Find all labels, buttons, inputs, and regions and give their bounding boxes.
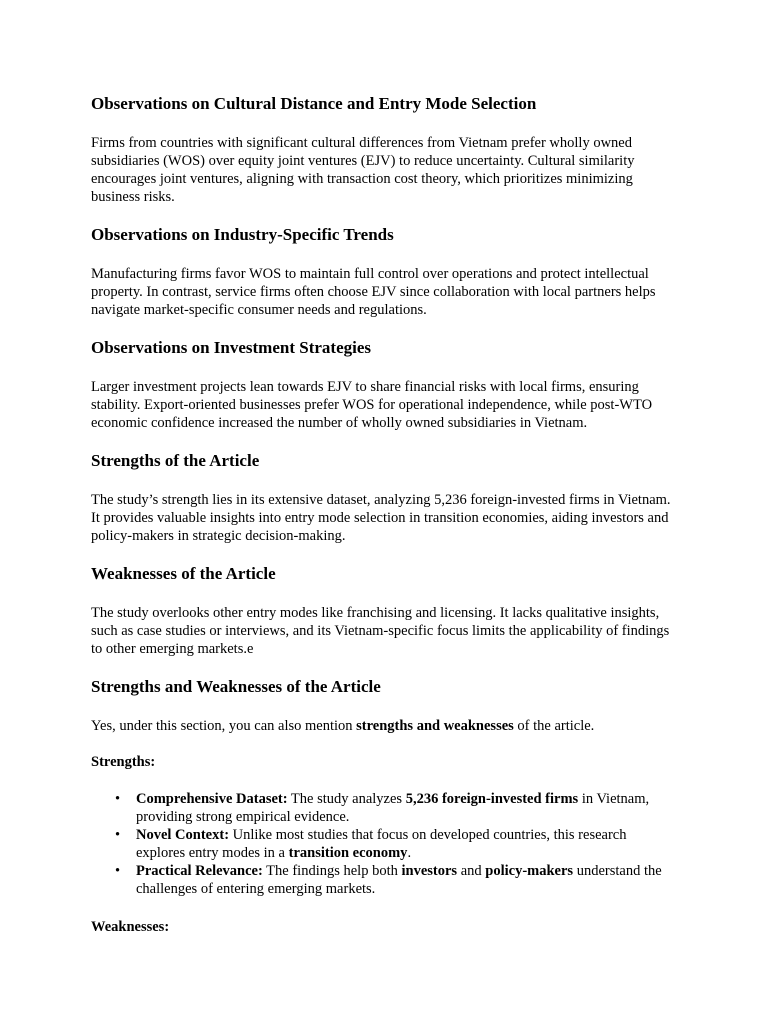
section-body: The study overlooks other entry modes like franchising and licensing. It lacks qualitative insights, such as case studies or interviews, and its Vietnam-specific focus limits the applicability of findings to other emerging markets.e bbox=[91, 605, 670, 657]
section-industry-trends bbox=[91, 224, 678, 319]
item-text: . bbox=[407, 845, 412, 861]
intro-text-end: of the article. bbox=[513, 718, 595, 734]
item-title: Practical Relevance: bbox=[136, 863, 263, 879]
section-strengths-and-weaknesses bbox=[91, 676, 678, 936]
bullet-icon: • bbox=[115, 791, 121, 807]
bullet-icon: • bbox=[115, 827, 121, 843]
item-bold: transition economy bbox=[288, 845, 408, 861]
item-bold: 5,236 foreign-invested firms bbox=[405, 791, 579, 807]
strengths-label bbox=[91, 753, 678, 771]
section-cultural-distance bbox=[91, 93, 678, 206]
weaknesses-label bbox=[91, 918, 678, 936]
intro-bold-text: strengths and weaknesses bbox=[356, 718, 514, 734]
list-item bbox=[115, 826, 678, 862]
section-heading: Strengths of the Article bbox=[91, 451, 260, 470]
item-text: The study analyzes bbox=[287, 791, 406, 807]
section-body: The study’s strength lies in its extensive dataset, analyzing 5,236 foreign-invested firms in Vietnam. It provides valuable insights into entry mode selection in transition economies, aiding investors and policy-makers in strategic decision-making. bbox=[91, 492, 671, 544]
section-heading: Observations on Industry-Specific Trends bbox=[91, 225, 394, 244]
section-body: Firms from countries with significant cultural differences from Vietnam prefer wholly owned subsidiaries (WOS) over equity joint ventures (EJV) to reduce uncertainty. Cultural similarity encourages joint ventures, aligning with transaction cost theory, which prioritizes minimizing business risks. bbox=[91, 135, 635, 205]
section-heading: Observations on Cultural Distance and Entry Mode Selection bbox=[91, 94, 537, 113]
list-item bbox=[115, 862, 678, 898]
intro-text: Yes, under this section, you can also mention bbox=[91, 718, 357, 734]
item-title: Comprehensive Dataset: bbox=[136, 791, 288, 807]
strengths-list bbox=[91, 790, 678, 898]
section-investment-strategies bbox=[91, 337, 678, 432]
section-body: Manufacturing firms favor WOS to maintain full control over operations and protect intellectual property. In contrast, service firms often choose EJV since collaboration with local partners helps navigate market-specific consumer needs and regulations. bbox=[91, 266, 656, 318]
item-title: Novel Context: bbox=[136, 827, 230, 843]
weaknesses-label-text: Weaknesses: bbox=[91, 919, 170, 935]
item-bold: policy-makers bbox=[485, 863, 574, 879]
item-text: in Vietnam, providing strong empirical evidence. bbox=[136, 791, 650, 825]
strengths-label-text: Strengths: bbox=[91, 754, 156, 770]
item-bold: investors bbox=[401, 863, 458, 879]
list-item bbox=[115, 790, 678, 826]
section-weaknesses bbox=[91, 563, 678, 658]
item-text: and bbox=[457, 863, 486, 879]
item-text: The findings help both bbox=[262, 863, 402, 879]
section-heading: Weaknesses of the Article bbox=[91, 564, 276, 583]
section-intro bbox=[91, 717, 678, 735]
item-text: Unlike most studies that focus on developed countries, this research explores entry modes in a bbox=[136, 827, 627, 861]
section-strengths bbox=[91, 450, 678, 545]
bullet-icon: • bbox=[115, 863, 121, 879]
section-heading: Observations on Investment Strategies bbox=[91, 338, 372, 357]
section-heading: Strengths and Weaknesses of the Article bbox=[91, 677, 381, 696]
section-body: Larger investment projects lean towards EJV to share financial risks with local firms, ensuring stability. Export-oriented businesses prefer WOS for operational independence, while post-WTO economic confidence increased the number of wholly owned subsidiaries in Vietnam. bbox=[91, 379, 653, 431]
item-text: understand the challenges of entering emerging markets. bbox=[136, 863, 662, 897]
